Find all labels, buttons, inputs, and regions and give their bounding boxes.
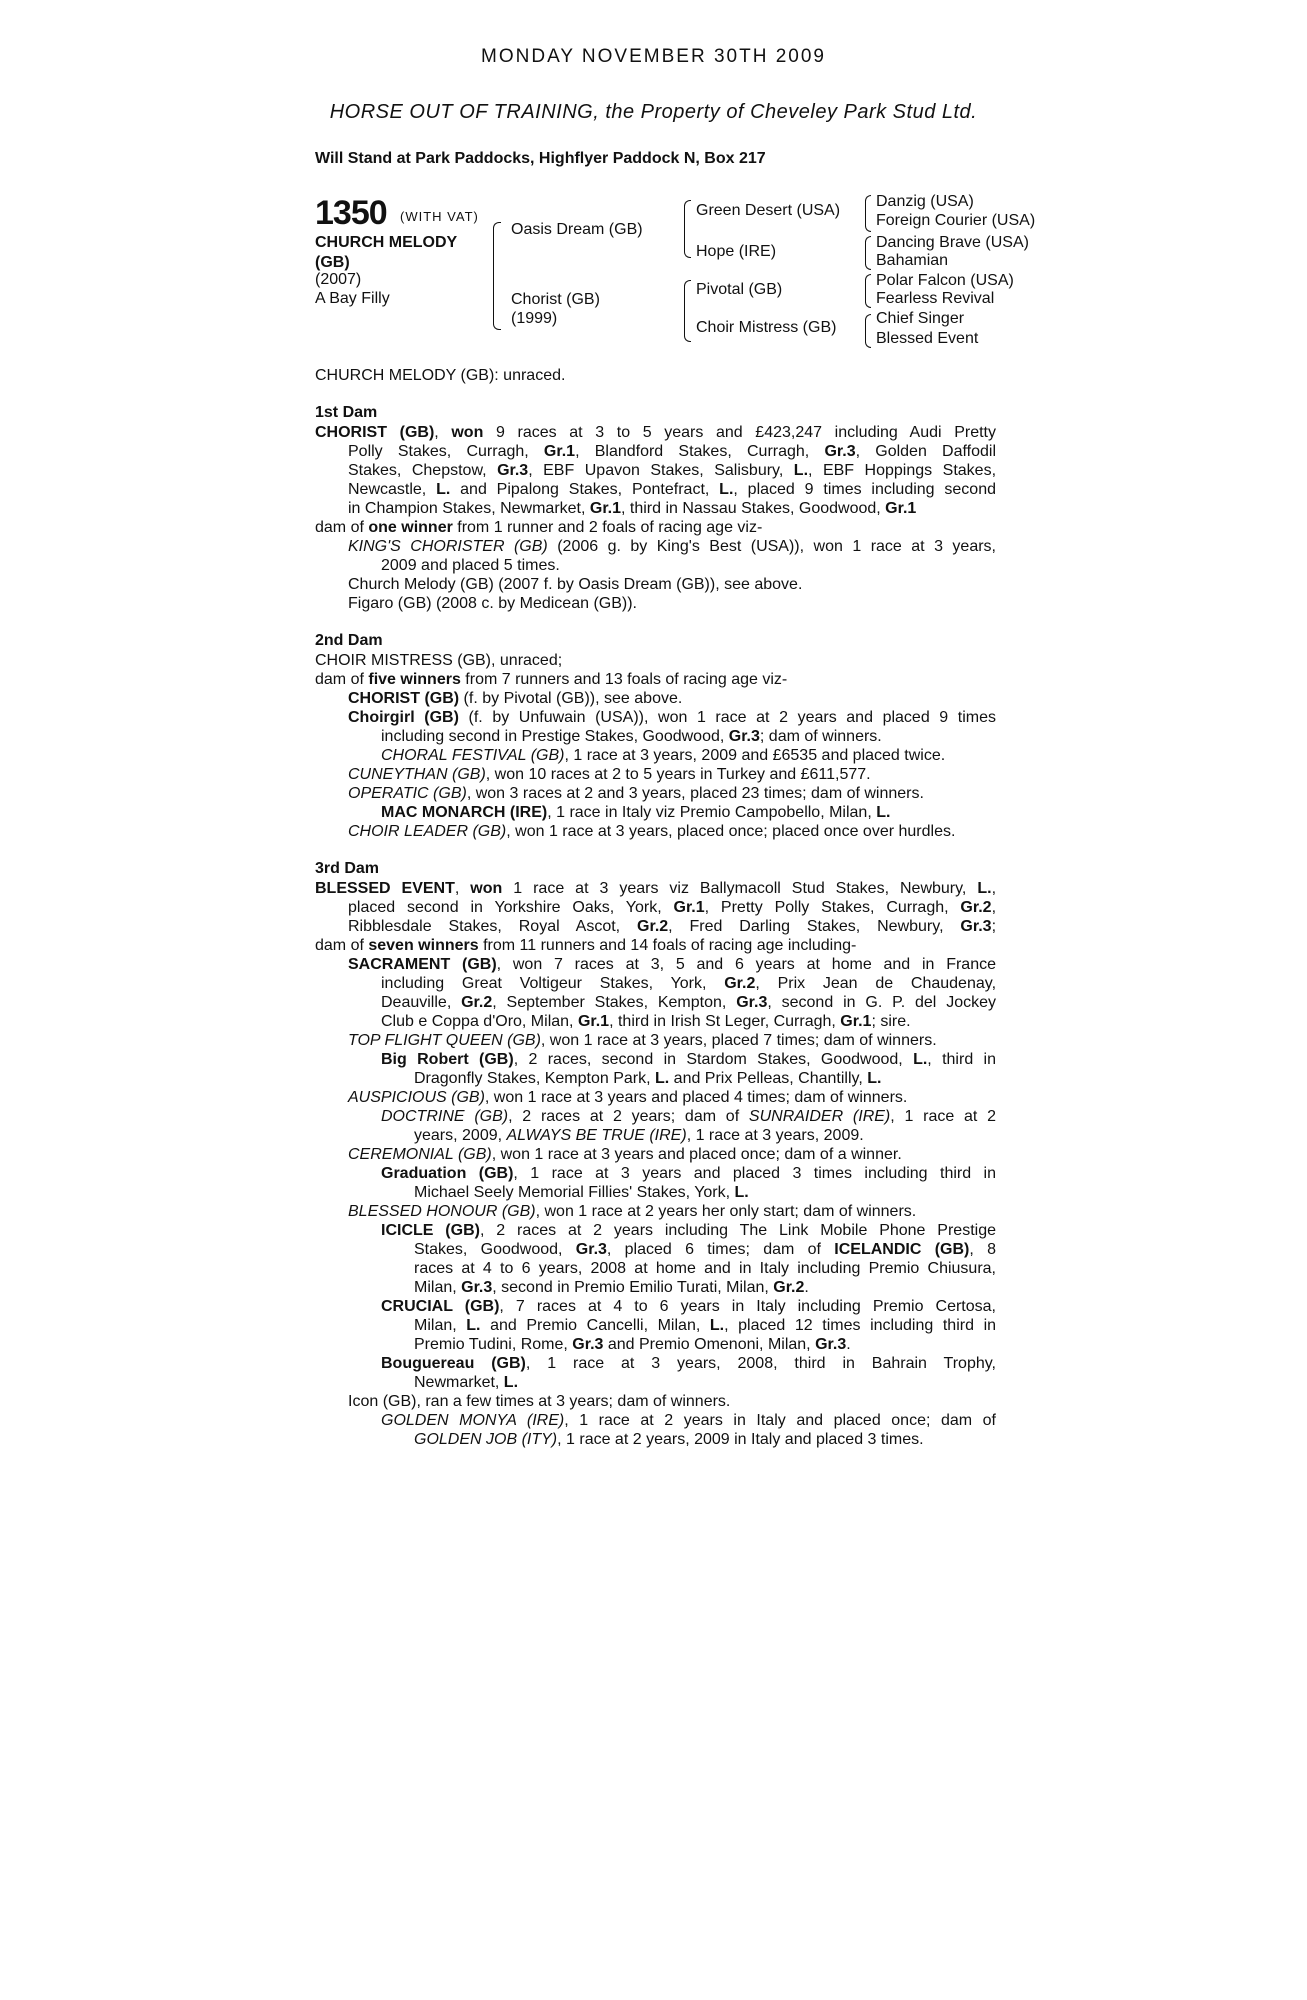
- pedigree-dam-sire: Pivotal (GB): [696, 281, 783, 298]
- first-dam-line: Stakes, Chepstow, Gr.3, EBF Upavon Stakes, Salisbury, L., EBF Hoppings Stakes,: [348, 462, 997, 479]
- third-dam-line: Dragonfly Stakes, Kempton Park, L. and Prix Pelleas, Chantilly, L.: [414, 1070, 882, 1087]
- third-dam-line: Club e Coppa d'Oro, Milan, Gr.1, third in Irish St Leger, Curragh, Gr.1; sire.: [381, 1013, 911, 1030]
- first-dam-line: dam of one winner from 1 runner and 2 foals of racing age viz-: [315, 519, 763, 536]
- first-dam-line: CHORIST (GB), won 9 races at 3 to 5 years and £423,247 including Audi Pretty: [315, 424, 996, 441]
- second-dam-line: including second in Prestige Stakes, Goodwood, Gr.3; dam of winners.: [381, 728, 882, 745]
- third-dam-line: TOP FLIGHT QUEEN (GB), won 1 race at 3 years, placed 7 times; dam of winners.: [348, 1032, 937, 1049]
- pedigree-g7: Chief Singer: [876, 310, 965, 327]
- third-dam-line: BLESSED EVENT, won 1 race at 3 years viz Ballymacoll Stud Stakes, Newbury, L.,: [315, 880, 997, 897]
- lot-number: 1350: [315, 194, 387, 232]
- first-dam-line: 2009 and placed 5 times.: [381, 557, 560, 574]
- third-dam-line: ICICLE (GB), 2 races at 2 years including The Link Mobile Phone Prestige: [381, 1222, 996, 1239]
- second-dam-line: OPERATIC (GB), won 3 races at 2 and 3 years, placed 23 times; dam of winners.: [348, 785, 924, 802]
- horse-name-line1: CHURCH MELODY: [315, 234, 458, 251]
- third-dam-line: races at 4 to 6 years, 2008 at home and in Italy including Premio Chiusura,: [414, 1260, 996, 1277]
- pedigree-brace-sire: [684, 200, 691, 258]
- third-dam-heading: 3rd Dam: [315, 860, 380, 877]
- pedigree-g2: Foreign Courier (USA): [876, 212, 1036, 229]
- third-dam-line: SACRAMENT (GB), won 7 races at 3, 5 and 6 years at home and in France: [348, 956, 996, 973]
- third-dam-line: DOCTRINE (GB), 2 races at 2 years; dam of SUNRAIDER (IRE), 1 race at 2: [381, 1108, 996, 1125]
- first-dam-line: Newcastle, L. and Pipalong Stakes, Pontefract, L., placed 9 times including second: [348, 481, 997, 498]
- second-dam-line: dam of five winners from 7 runners and 13 foals of racing age viz-: [315, 671, 788, 688]
- second-dam-line: CHOIR LEADER (GB), won 1 race at 3 years, placed once; placed once over hurdles.: [348, 823, 956, 840]
- horse-name: [315, 233, 485, 273]
- third-dam-line: Milan, Gr.3, second in Premio Emilio Turati, Milan, Gr.2.: [414, 1279, 809, 1296]
- horse-name-line2: (GB): [315, 254, 350, 271]
- third-dam-line: including Great Voltigeur Stakes, York, Gr.2, Prix Jean de Chaudenay,: [381, 975, 997, 992]
- horse-details: [315, 270, 390, 308]
- third-dam-line: Ribblesdale Stakes, Royal Ascot, Gr.2, Fred Darling Stakes, Newbury, Gr.3;: [348, 918, 997, 935]
- third-dam-line: AUSPICIOUS (GB), won 1 race at 3 years and placed 4 times; dam of winners.: [348, 1089, 908, 1106]
- first-dam-line: KING'S CHORISTER (GB) (2006 g. by King's Best (USA)), won 1 race at 3 years,: [348, 538, 997, 555]
- pedigree-dam-dam: Choir Mistress (GB): [696, 319, 837, 336]
- sale-subtitle: HORSE OUT OF TRAINING, the Property of Cheveley Park Stud Ltd.: [329, 101, 978, 123]
- sale-date: MONDAY NOVEMBER 30TH 2009: [481, 46, 826, 67]
- pedigree-g4: Bahamian: [876, 252, 949, 269]
- stand-location: Will Stand at Park Paddocks, Highflyer Paddock N, Box 217: [315, 150, 766, 167]
- third-dam-line: Big Robert (GB), 2 races, second in Stardom Stakes, Goodwood, L., third in: [381, 1051, 997, 1068]
- second-dam-line: Choirgirl (GB) (f. by Unfuwain (USA)), won 1 race at 2 years and placed 9 times: [348, 709, 997, 726]
- third-dam-line: GOLDEN JOB (ITY), 1 race at 2 years, 2009 in Italy and placed 3 times.: [414, 1431, 924, 1448]
- pedigree-brace-g1: [865, 195, 871, 232]
- pedigree-g6: Fearless Revival: [876, 290, 995, 307]
- horse-year: (2007): [315, 271, 362, 288]
- pedigree-sire: Oasis Dream (GB): [511, 221, 643, 238]
- first-dam-line: in Champion Stakes, Newmarket, Gr.1, third in Nassau Stakes, Goodwood, Gr.1: [348, 500, 917, 517]
- pedigree-sire-sire: Green Desert (USA): [696, 202, 841, 219]
- third-dam-line: Icon (GB), ran a few times at 3 years; dam of winners.: [348, 1393, 731, 1410]
- pedigree-g1: Danzig (USA): [876, 193, 974, 210]
- third-dam-line: BLESSED HONOUR (GB), won 1 race at 2 years her only start; dam of winners.: [348, 1203, 917, 1220]
- pedigree-brace-g3: [865, 274, 871, 308]
- pedigree-g5: Polar Falcon (USA): [876, 272, 1014, 289]
- pedigree-sire-dam: Hope (IRE): [696, 243, 777, 260]
- horse-description: A Bay Filly: [315, 290, 390, 307]
- third-dam-line: dam of seven winners from 11 runners and 14 foals of racing age including-: [315, 937, 857, 954]
- first-dam-line: Figaro (GB) (2008 c. by Medicean (GB)).: [348, 595, 637, 612]
- second-dam-heading: 2nd Dam: [315, 632, 383, 649]
- third-dam-line: Bouguereau (GB), 1 race at 3 years, 2008, third in Bahrain Trophy,: [381, 1355, 996, 1372]
- second-dam-line: CHORIST (GB) (f. by Pivotal (GB)), see above.: [348, 690, 683, 707]
- pedigree-brace-main: [493, 222, 501, 330]
- third-dam-line: Deauville, Gr.2, September Stakes, Kempton, Gr.3, second in G. P. del Jockey: [381, 994, 997, 1011]
- third-dam-line: Graduation (GB), 1 race at 3 years and placed 3 times including third in: [381, 1165, 997, 1182]
- second-dam-line: CHORAL FESTIVAL (GB), 1 race at 3 years, 2009 and £6535 and placed twice.: [381, 747, 946, 764]
- third-dam-line: Premio Tudini, Rome, Gr.3 and Premio Omenoni, Milan, Gr.3.: [414, 1336, 851, 1353]
- third-dam-line: CRUCIAL (GB), 7 races at 4 to 6 years in Italy including Premio Certosa,: [381, 1298, 996, 1315]
- pedigree-dam: Chorist (GB): [511, 291, 600, 308]
- third-dam-line: Michael Seely Memorial Fillies' Stakes, York, L.: [414, 1184, 749, 1201]
- pedigree-g3: Dancing Brave (USA): [876, 234, 1029, 251]
- second-dam-line: MAC MONARCH (IRE), 1 race in Italy viz Premio Campobello, Milan, L.: [381, 804, 891, 821]
- first-dam-line: Polly Stakes, Curragh, Gr.1, Blandford Stakes, Curragh, Gr.3, Golden Daffodil: [348, 443, 997, 460]
- pedigree-brace-g2: [865, 236, 871, 270]
- third-dam-line: Stakes, Goodwood, Gr.3, placed 6 times; dam of ICELANDIC (GB), 8: [414, 1241, 996, 1258]
- third-dam-line: years, 2009, ALWAYS BE TRUE (IRE), 1 race at 3 years, 2009.: [414, 1127, 864, 1144]
- third-dam-line: placed second in Yorkshire Oaks, York, Gr.1, Pretty Polly Stakes, Curragh, Gr.2,: [348, 899, 997, 916]
- first-dam-heading: 1st Dam: [315, 404, 378, 421]
- third-dam-line: GOLDEN MONYA (IRE), 1 race at 2 years in Italy and placed once; dam of: [381, 1412, 997, 1429]
- third-dam-line: Milan, L. and Premio Cancelli, Milan, L., placed 12 times including third in: [414, 1317, 997, 1334]
- third-dam-line: Newmarket, L.: [414, 1374, 519, 1391]
- race-summary: CHURCH MELODY (GB): unraced.: [315, 367, 566, 384]
- pedigree-brace-dam: [684, 280, 691, 342]
- third-dam-line: CEREMONIAL (GB), won 1 race at 3 years and placed once; dam of a winner.: [348, 1146, 902, 1163]
- pedigree-brace-g4: [865, 314, 871, 348]
- pedigree-g8: Blessed Event: [876, 330, 979, 347]
- second-dam-line: CHOIR MISTRESS (GB), unraced;: [315, 652, 563, 669]
- lot-vat: (WITH VAT): [400, 209, 479, 224]
- pedigree-dam-year: (1999): [511, 310, 558, 327]
- second-dam-line: CUNEYTHAN (GB), won 10 races at 2 to 5 years in Turkey and £611,577.: [348, 766, 871, 783]
- first-dam-line: Church Melody (GB) (2007 f. by Oasis Dream (GB)), see above.: [348, 576, 803, 593]
